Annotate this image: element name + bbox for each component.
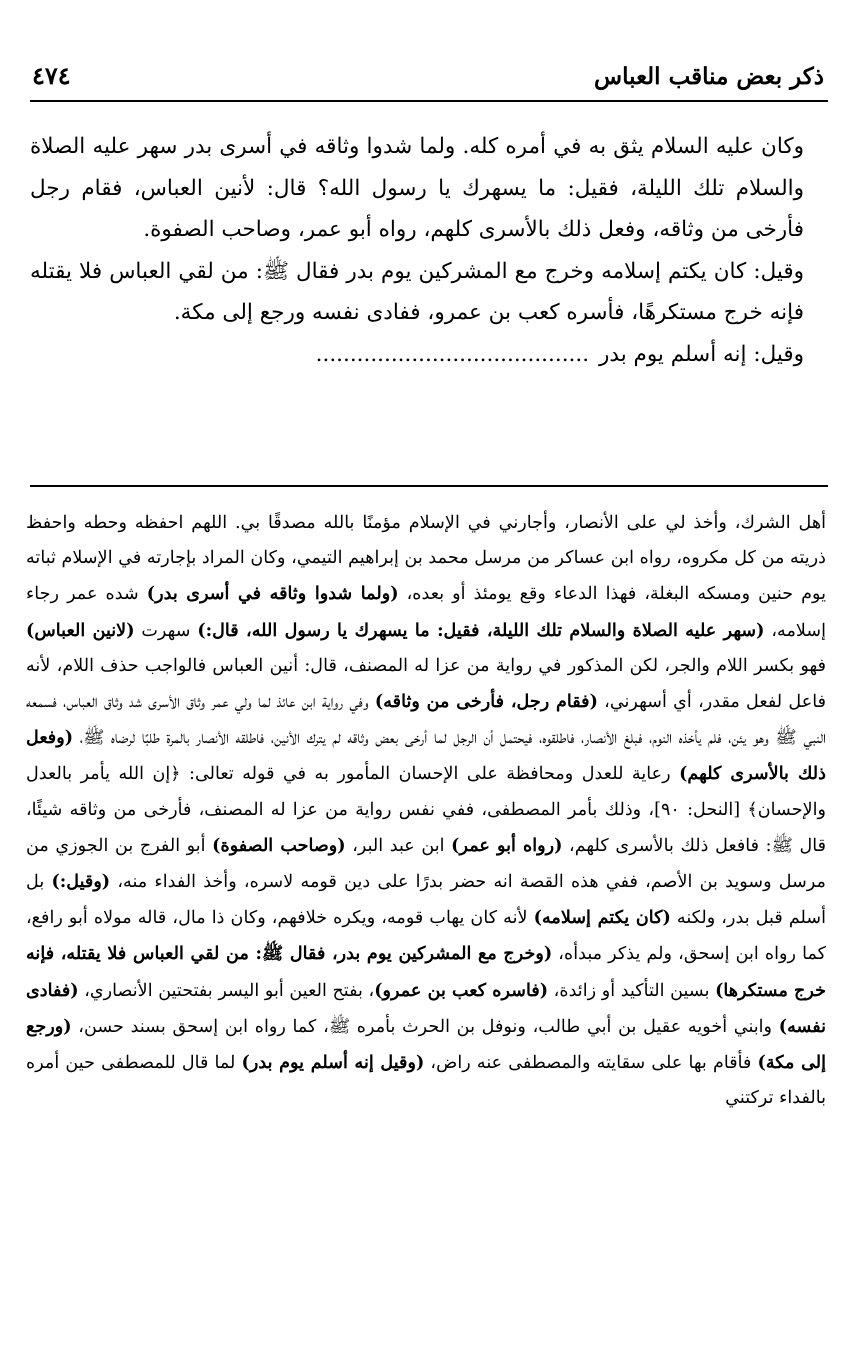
commentary-text: بسين التأكيد أو زائدة، bbox=[548, 980, 716, 1001]
commentary-text: وابني أخويه عقيل بن أبي طالب، ونوفل بن الحرث بأمره ﷺ، كما رواه ابن إسحق بسند حسن، bbox=[71, 1016, 779, 1037]
main-paragraph-3-text: وقيل: إنه أسلم يوم بدر bbox=[599, 341, 804, 367]
commentary-text: ، بفتح العين أبو اليسر بفتحتين الأنصاري، bbox=[78, 980, 375, 1001]
quoted-phrase: (وقيل إنه أسلم يوم بدر) bbox=[241, 1052, 425, 1074]
commentary-text: سهرت bbox=[134, 620, 198, 641]
page-number: ٤٧٤ bbox=[32, 61, 71, 90]
commentary-text: رعاية للعدل ومحافظة على الإحسان المأمور به في قوله تعالى: ﴿إن الله يأمر بالعدل والإحسان﴾ [النحل: ٩٠]، وذلك بأمر المصطفى، ففي نفس رواية من عزا له المصنف، فأرخى من وثاقه شيئًا، قال ﷺ: فافعل ذلك بالأسرى كلهم، bbox=[26, 764, 826, 856]
main-paragraph-1: وكان عليه السلام يثق به في أمره كله. ولما شدوا وثاقه في أسرى بدر سهر عليه الصلاة والسلام تلك الليلة، فقيل: ما يسهرك يا رسول الله؟ قال: لأنين العباس، فقام رجل فأرخى من وثاقه، وفعل ذلك بالأسرى كلهم، رواه أبو عمر، وصاحب الصفوة. bbox=[30, 134, 804, 242]
commentary bbox=[26, 506, 826, 1116]
chapter-title: ذكر بعض مناقب العباس bbox=[594, 63, 824, 90]
main-text bbox=[30, 126, 824, 375]
quoted-phrase: (كان يكتم إسلامه) bbox=[533, 907, 671, 929]
quoted-phrase: (وصاحب الصفوة) bbox=[212, 834, 346, 856]
commentary-text: لما قال للمصطفى حين أمره بالفداء تركتني bbox=[26, 1053, 826, 1109]
separator-rule bbox=[30, 485, 828, 487]
commentary-text: وفي رواية ابن عائذ لما ولي عمر وثاق الأسرى شد وثاق العباس، فسمعه النبي ﷺ وهو يئن، فلم يأخذه النوم، فبلغ الأنصار، فاطلقوه، فيحتمل أن الرجل لما أرخى بعض وثاقه لم يترك الأنين، فاطلقه الأنصار بالمرة طلبًا لرضاه ﷺ، bbox=[26, 692, 826, 749]
header-rule bbox=[30, 100, 828, 102]
commentary-text: ابن عبد البر، bbox=[345, 835, 452, 856]
quoted-phrase: (فاسره كعب بن عمرو) bbox=[374, 979, 549, 1001]
quoted-phrase: (فقام رجل، فأرخى من وثاقه) bbox=[374, 691, 598, 713]
quoted-phrase: (وفعل ذلك بالأسرى كلهم) bbox=[26, 727, 826, 785]
quoted-phrase: (لانين العباس) bbox=[26, 619, 135, 641]
commentary-text: فهو بكسر اللام والجر، لكن المذكور في رواية من عزا له المصنف، قال: أنين العباس فالواجب حذف اللام، لأنه فاعل لفعل مقدر، أي أسهرني، bbox=[26, 655, 826, 713]
quoted-phrase: (ولما شدوا وثاقه في أسرى بدر) bbox=[146, 583, 399, 605]
commentary-text: شده عمر رجاء إسلامه، bbox=[26, 584, 827, 641]
page-header bbox=[32, 44, 824, 90]
commentary-text: لأنه كان يهاب قومه، ويكره خلافهم، وكان ذا مال، قاله مولاه أبو رافع، كما رواه ابن إسحق، ولم يذكر مبدأه، bbox=[26, 908, 826, 965]
commentary-text: أهل الشرك، وأخذ لي على الأنصار، وأجارني في الإسلام مؤمنًا بالله مصدقًا بي. اللهم احفظه وحطه واحفظ ذريته من كل مكروه، رواه ابن عساكر من مرسل محمد بن إبراهيم التيمي، وكان المراد بإجارته في الإسلام ثباته يوم حنين ومسكه البغلة، فهذا الدعاء وقع يومئذ أو بعده، bbox=[26, 513, 827, 605]
commentary-text: فأقام بها على سقايته والمصطفى عنه راض، bbox=[424, 1053, 758, 1074]
quoted-phrase: (وقيل:) bbox=[51, 871, 111, 893]
quoted-phrase: (سهر عليه الصلاة والسلام تلك الليلة، فقيل: ما يسهرك يا رسول الله، قال:) bbox=[197, 619, 765, 641]
quoted-phrase: (رواه أبو عمر) bbox=[451, 834, 563, 856]
commentary-text: بل أسلم قبل بدر، ولكنه bbox=[26, 872, 827, 929]
quoted-phrase: (ففادى نفسه) bbox=[26, 979, 826, 1037]
quoted-phrase: (ورجع إلى مكة) bbox=[26, 1015, 827, 1074]
continuation-dots: ........................................ bbox=[315, 341, 590, 367]
main-paragraph-2: وقيل: كان يكتم إسلامه وخرج مع المشركين يوم بدر فقال ﷺ: من لقي العباس فلا يقتله فإنه خرج مستكرهًا، فأسره كعب بن عمرو، ففادى نفسه ورجع إلى مكة. bbox=[30, 258, 804, 325]
commentary-paragraph bbox=[26, 506, 826, 1116]
quoted-phrase: (وخرج مع المشركين يوم بدر، فقال ﷺ: من لقي العباس فلا يقتله، فإنه خرج مستكرها) bbox=[26, 943, 826, 1001]
main-paragraph-3 bbox=[30, 334, 824, 376]
commentary-text: أبو الفرج بن الجوزي من مرسل وسويد بن الأصم، ففي هذه القصة انه حضر بدرًا على دين قومه لاسره، وأخذ الفداء منه، bbox=[26, 835, 826, 893]
